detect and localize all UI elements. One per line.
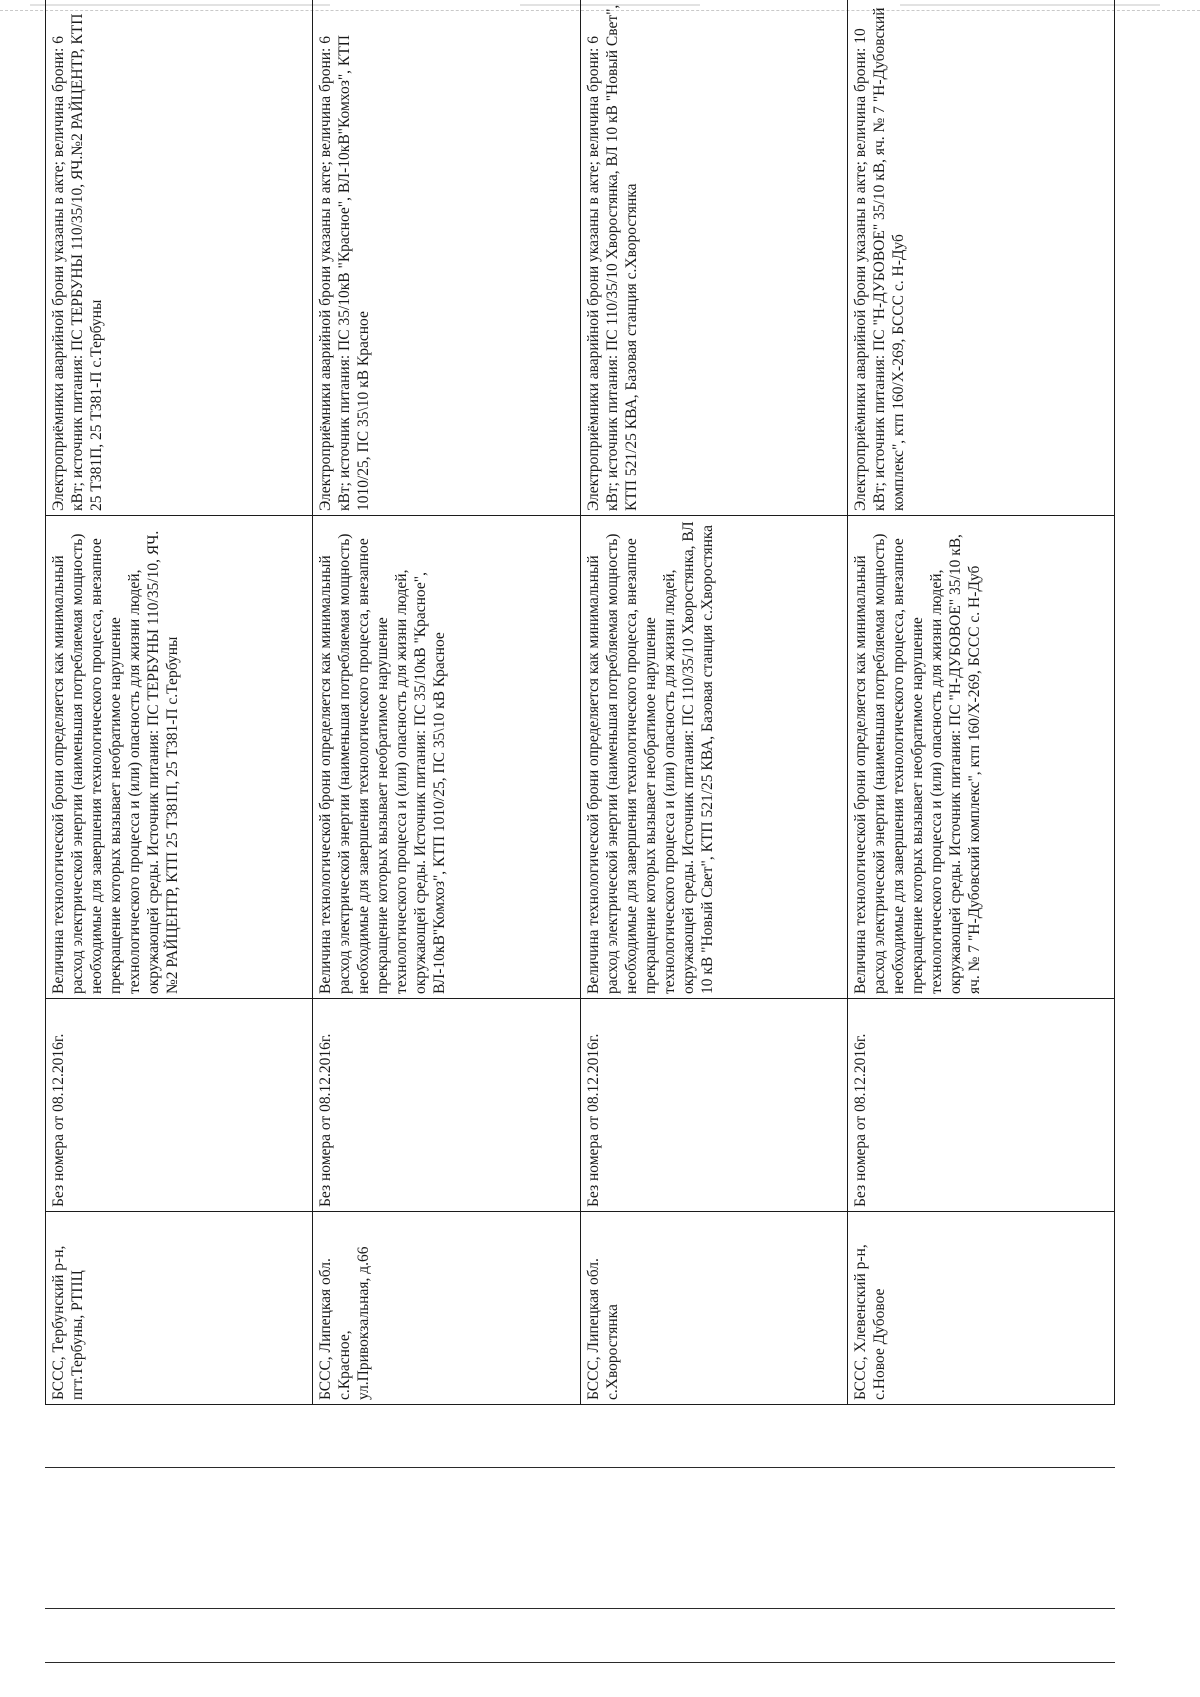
act-cell: Без номера от 08.12.2016г. <box>313 999 580 1212</box>
power-reserve-table <box>45 0 1115 1405</box>
divider-line <box>45 1467 1115 1468</box>
rotated-table-container <box>45 0 1115 1405</box>
divider-line <box>45 1608 1115 1609</box>
tech-reserve-cell: Величина технологической брони определяется как минимальный расход электрической энергии (наименьшая потребляемая мощность) необходимые для завершения технологического процесса, внезапное прекращение которых вызывает необратимое нарушение технологического процесса и (или) опасность для жизни людей, окружающей среды. Источник питания: ПС "Н-ДУБОВОЕ" 35/10 кВ, яч. № 7 "Н-Дубовский комплекс", ктп 160/Х-269, БССС с. Н-Дуб <box>847 516 1114 999</box>
emergency-reserve-cell: Электроприёмники аварийной брони указаны в акте; величина брони: 6 кВт; источник питания: ПС 35/10кВ "Красное", ВЛ-10кВ"Комхоз", КТП 1010/25, ПС 35\10 кВ Красное <box>313 0 580 516</box>
table-row <box>580 0 847 1405</box>
table-row <box>46 0 313 1405</box>
act-cell: Без номера от 08.12.2016г. <box>580 999 847 1212</box>
table-row <box>313 0 580 1405</box>
divider-line <box>45 1662 1115 1663</box>
address-cell: БССС, Тербунский р-н, пгт.Тербуны, РТПЦ <box>46 1212 313 1405</box>
emergency-reserve-cell: Электроприёмники аварийной брони указаны в акте; величина брони: 6 кВт; источник питания: ПС 110/35/10 Хворостянка, ВЛ 10 кВ "Новый Свет", КТП 521/25 КВА, Базовая станция с.Хворостянка <box>580 0 847 516</box>
act-cell: Без номера от 08.12.2016г. <box>847 999 1114 1212</box>
address-cell: БССС, Липецкая обл. с.Хворостянка <box>580 1212 847 1405</box>
address-cell: БССС, Хлевенский р-н, с.Новое Дубовое <box>847 1212 1114 1405</box>
table-row <box>847 0 1114 1405</box>
act-cell: Без номера от 08.12.2016г. <box>46 999 313 1212</box>
address-cell: БССС, Липецкая обл. с.Красное, ул.Привокзальная, д.66 <box>313 1212 580 1405</box>
emergency-reserve-cell: Электроприёмники аварийной брони указаны в акте; величина брони: 6 кВт; источник питания: ПС ТЕРБУНЫ 110/35/10, ЯЧ.№2 РАЙЦЕНТР, КТП 25 Т381П, 25 Т381-П с.Тербуны <box>46 0 313 516</box>
emergency-reserve-cell: Электроприёмники аварийной брони указаны в акте; величина брони: 10 кВт; источник питания: ПС "Н-ДУБОВОЕ" 35/10 кВ, яч. № 7 "Н-Дубовский комплекс", ктп 160/Х-269, БССС с. Н-Дуб <box>847 0 1114 516</box>
tech-reserve-cell: Величина технологической брони определяется как минимальный расход электрической энергии (наименьшая потребляемая мощность) необходимые для завершения технологического процесса, внезапное прекращение которых вызывает необратимое нарушение технологического процесса и (или) опасность для жизни людей, окружающей среды. Источник питания: ПС 35/10кВ "Красное", ВЛ-10кВ"Комхоз", КТП 1010/25, ПС 35\10 кВ Красное <box>313 516 580 999</box>
tech-reserve-cell: Величина технологической брони определяется как минимальный расход электрической энергии (наименьшая потребляемая мощность) необходимые для завершения технологического процесса, внезапное прекращение которых вызывает необратимое нарушение технологического процесса и (или) опасность для жизни людей, окружающей среды. Источник питания: ПС 110/35/10 Хворостянка, ВЛ 10 кВ "Новый Свет", КТП 521/25 КВА, Базовая станция с.Хворостянка <box>580 516 847 999</box>
tech-reserve-cell: Величина технологической брони определяется как минимальный расход электрической энергии (наименьшая потребляемая мощность) необходимые для завершения технологического процесса, внезапное прекращение которых вызывает необратимое нарушение технологического процесса и (или) опасность для жизни людей, окружающей среды. Источник питания: ПС ТЕРБУНЫ 110/35/10, ЯЧ.№2 РАЙЦЕНТР, КТП 25 Т381П, 25 Т381-П с.Тербуны <box>46 516 313 999</box>
